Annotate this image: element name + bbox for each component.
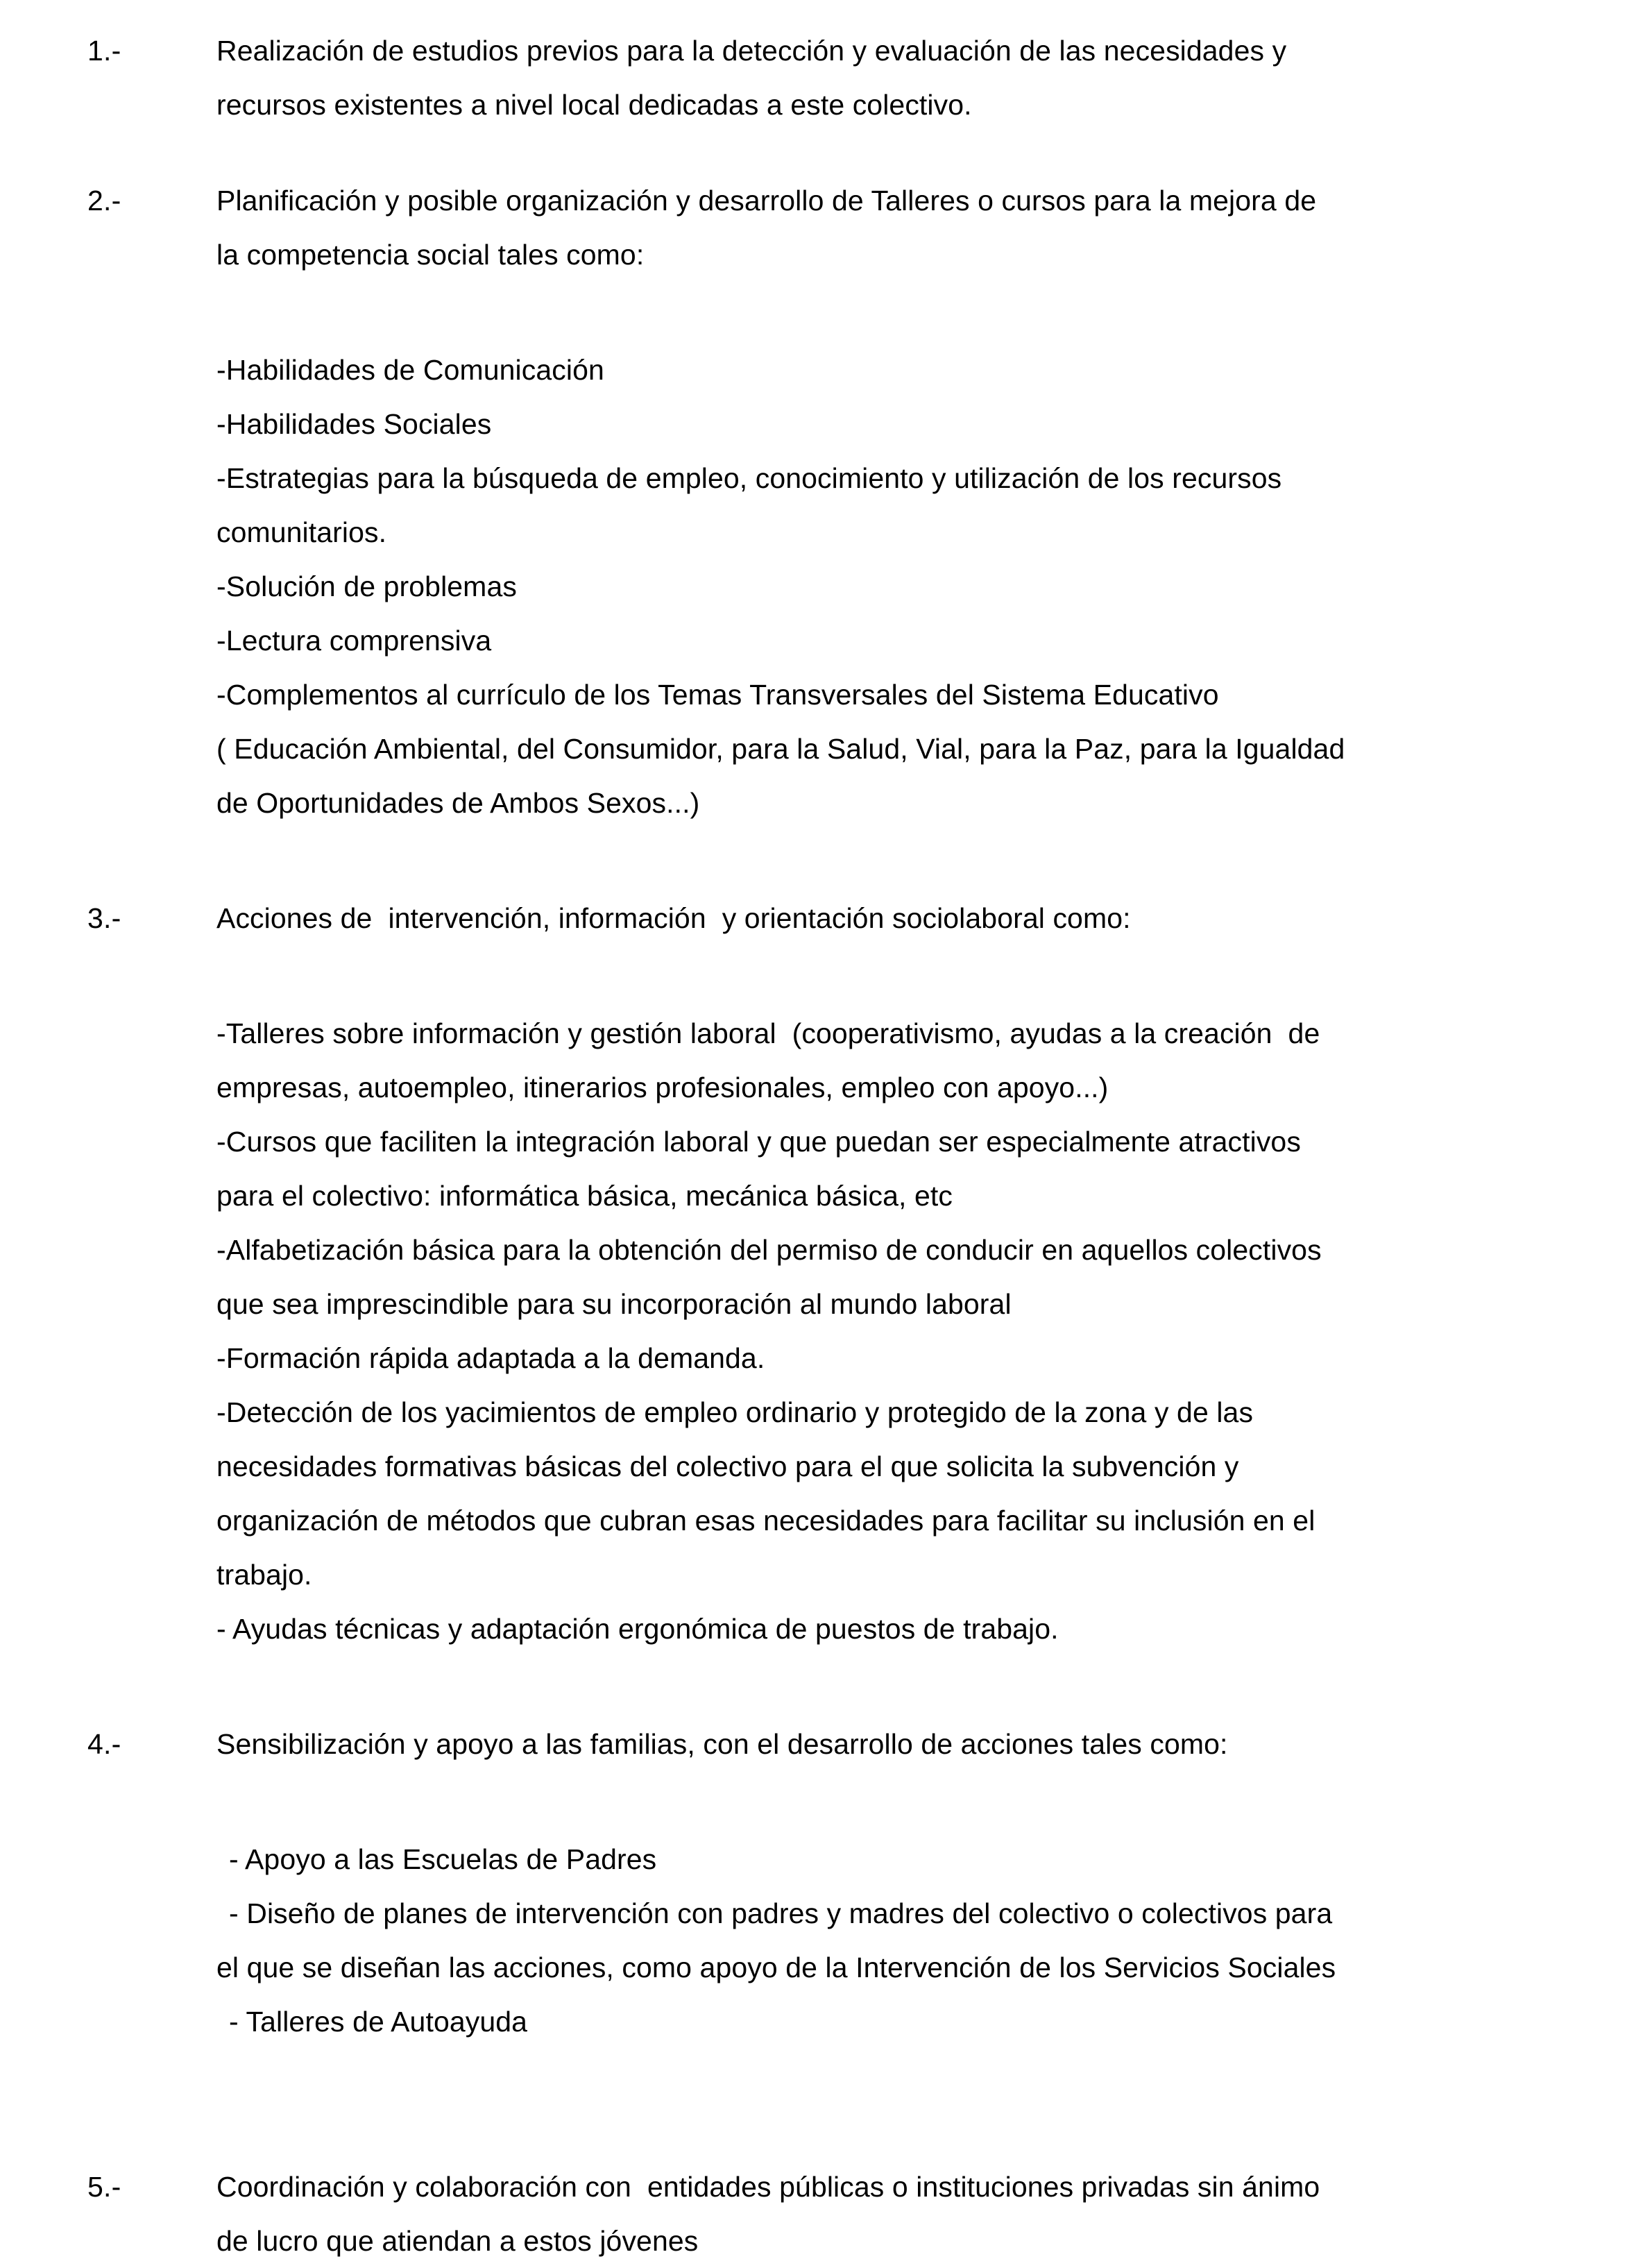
item-3-sublist xyxy=(0,1006,1627,1656)
item-3-subline-2b: para el colectivo: informática básica, mecánica básica, etc xyxy=(216,1180,953,1212)
item-4-subline-2a: - Diseño de planes de intervención con padres y madres del colectivo o colectivos para xyxy=(229,1897,1333,1929)
item-1-line-1: Realización de estudios previos para la detección y evaluación de las necesidades y xyxy=(216,35,1287,67)
item-3-subline-5c: organización de métodos que cubran esas necesidades para facilitar su inclusión en el xyxy=(216,1505,1315,1537)
item-2-subline-1: -Habilidades de Comunicación xyxy=(216,354,604,386)
item-text-5 xyxy=(216,2160,1569,2268)
item-text-1 xyxy=(216,24,1569,132)
item-2-subline-5: -Lectura comprensiva xyxy=(216,625,492,657)
list-item-5 xyxy=(0,2160,1627,2268)
item-4-line-1: Sensibilización y apoyo a las familias, con el desarrollo de acciones tales como: xyxy=(216,1728,1228,1760)
item-3-line-1: Acciones de intervención, información y orientación sociolaboral como: xyxy=(216,902,1131,934)
item-2-subline-3a: -Estrategias para la búsqueda de empleo, conocimiento y utilización de los recursos xyxy=(216,462,1282,494)
item-2-sublist xyxy=(0,343,1627,830)
spacer-before-item-2-sublist xyxy=(0,282,1627,343)
item-3-subline-5a: -Detección de los yacimientos de empleo ordinario y protegido de la zona y de las xyxy=(216,1396,1254,1428)
item-4-subline-3: - Talleres de Autoayuda xyxy=(229,2006,528,2038)
item-3-subline-5b: necesidades formativas básicas del colectivo para el que solicita la subvención y xyxy=(216,1450,1239,1482)
list-item-1 xyxy=(0,24,1627,132)
item-4-subline-2b: el que se diseñan las acciones, como apoyo de la Intervención de los Servicios Sociales xyxy=(216,1952,1336,1983)
item-2-subline-2: -Habilidades Sociales xyxy=(216,408,492,440)
item-4-sublist xyxy=(0,1832,1627,2049)
item-2-line-2: la competencia social tales como: xyxy=(216,239,645,271)
item-text-2 xyxy=(216,174,1569,282)
item-3-subline-3a: -Alfabetización básica para la obtención del permiso de conducir en aquellos colectivos xyxy=(216,1234,1322,1266)
item-3-subline-4: -Formación rápida adaptada a la demanda. xyxy=(216,1342,765,1374)
item-2-line-1: Planificación y posible organización y desarrollo de Talleres o cursos para la mejora de xyxy=(216,185,1317,217)
item-number-4: 4.- xyxy=(87,1728,121,1760)
item-3-subline-3b: que sea imprescindible para su incorporación al mundo laboral xyxy=(216,1288,1012,1320)
item-5-line-1: Coordinación y colaboración con entidades públicas o instituciones privadas sin ánimo xyxy=(216,2171,1320,2203)
item-3-subline-1a: -Talleres sobre información y gestión laboral (cooperativismo, ayudas a la creación de xyxy=(216,1017,1320,1049)
item-1-line-2: recursos existentes a nivel local dedicadas a este colectivo. xyxy=(216,89,972,121)
item-3-subline-1b: empresas, autoempleo, itinerarios profesionales, empleo con apoyo...) xyxy=(216,1072,1109,1103)
item-2-subline-3b: comunitarios. xyxy=(216,516,387,548)
list-item-2 xyxy=(0,174,1627,282)
spacer-after-item-3-sublist xyxy=(0,1656,1627,1717)
item-3-subline-6: - Ayudas técnicas y adaptación ergonómica de puestos de trabajo. xyxy=(216,1613,1059,1645)
item-3-subline-5d: trabajo. xyxy=(216,1559,312,1591)
item-text-3 xyxy=(216,891,1569,945)
item-number-2: 2.- xyxy=(87,185,121,217)
item-2-subline-7b: de Oportunidades de Ambos Sexos...) xyxy=(216,787,700,819)
list-item-4 xyxy=(0,1717,1627,1771)
item-5-line-2: de lucro que atiendan a estos jóvenes xyxy=(216,2225,699,2257)
spacer-after-item-1 xyxy=(0,132,1627,174)
item-number-5: 5.- xyxy=(87,2171,121,2203)
spacer-before-item-5 xyxy=(0,2049,1627,2160)
item-3-subline-2a: -Cursos que faciliten la integración laboral y que puedan ser especialmente atractivos xyxy=(216,1126,1301,1158)
list-item-3 xyxy=(0,891,1627,945)
spacer-after-item-2-sublist xyxy=(0,830,1627,891)
spacer-before-item-4-sublist xyxy=(0,1771,1627,1832)
top-spacer xyxy=(0,0,1627,24)
item-number-3: 3.- xyxy=(87,902,121,934)
item-2-subline-6: -Complementos al currículo de los Temas Transversales del Sistema Educativo xyxy=(216,679,1219,711)
item-number-1: 1.- xyxy=(87,35,121,67)
item-2-subline-4: -Solución de problemas xyxy=(216,570,517,602)
item-text-4 xyxy=(216,1717,1569,1771)
item-2-subline-7a: ( Educación Ambiental, del Consumidor, para la Salud, Vial, para la Paz, para la Igualdad xyxy=(216,733,1345,765)
spacer-before-item-3-sublist xyxy=(0,945,1627,1006)
item-4-subline-1: - Apoyo a las Escuelas de Padres xyxy=(229,1843,657,1875)
